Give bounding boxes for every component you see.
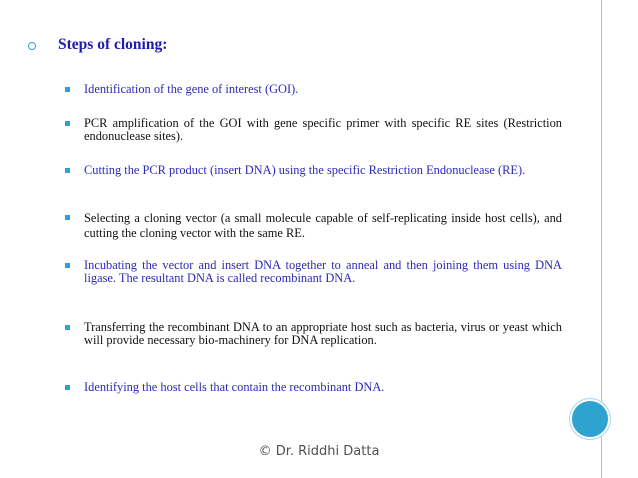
square-bullet-icon bbox=[65, 385, 70, 390]
step-item-6 bbox=[84, 321, 562, 347]
slide-footer-credit: © Dr. Riddhi Datta bbox=[258, 444, 380, 459]
square-bullet-icon bbox=[65, 168, 70, 173]
step-text-5: Incubating the vector and insert DNA together to anneal and then joining them using DNA ligase. The resultant DNA is called recombinant DNA. bbox=[84, 258, 562, 285]
square-bullet-icon bbox=[65, 263, 70, 268]
step-text-6: Transferring the recombinant DNA to an appropriate host such as bacteria, virus or yeast which will provide necessary bio-machinery for DNA replication. bbox=[84, 320, 562, 347]
step-item-2 bbox=[84, 117, 562, 143]
step-text-2: PCR amplification of the GOI with gene specific primer with specific RE sites (Restriction endonuclease sites). bbox=[84, 116, 562, 143]
step-item-7 bbox=[84, 381, 562, 394]
square-bullet-icon bbox=[65, 121, 70, 126]
heading-bullet-icon bbox=[28, 42, 36, 50]
step-text-7: Identifying the host cells that contain the recombinant DNA. bbox=[84, 380, 385, 394]
step-item-5 bbox=[84, 259, 562, 285]
step-text-1: Identification of the gene of interest (GOI). bbox=[84, 82, 299, 96]
step-text-4: Selecting a cloning vector (a small molecule capable of self-replicating inside host cells), and cutting the cloning vector with the same RE. bbox=[84, 211, 562, 240]
square-bullet-icon bbox=[65, 325, 70, 330]
step-text-3: Cutting the PCR product (insert DNA) using the specific Restriction Endonuclease (RE). bbox=[84, 163, 526, 177]
square-bullet-icon bbox=[65, 87, 70, 92]
step-item-3 bbox=[84, 164, 562, 177]
step-item-1 bbox=[84, 83, 562, 96]
step-item-4 bbox=[84, 211, 562, 241]
corner-circle-decoration bbox=[570, 399, 610, 439]
square-bullet-icon bbox=[65, 215, 70, 220]
slide-heading: Steps of cloning: bbox=[58, 36, 168, 53]
